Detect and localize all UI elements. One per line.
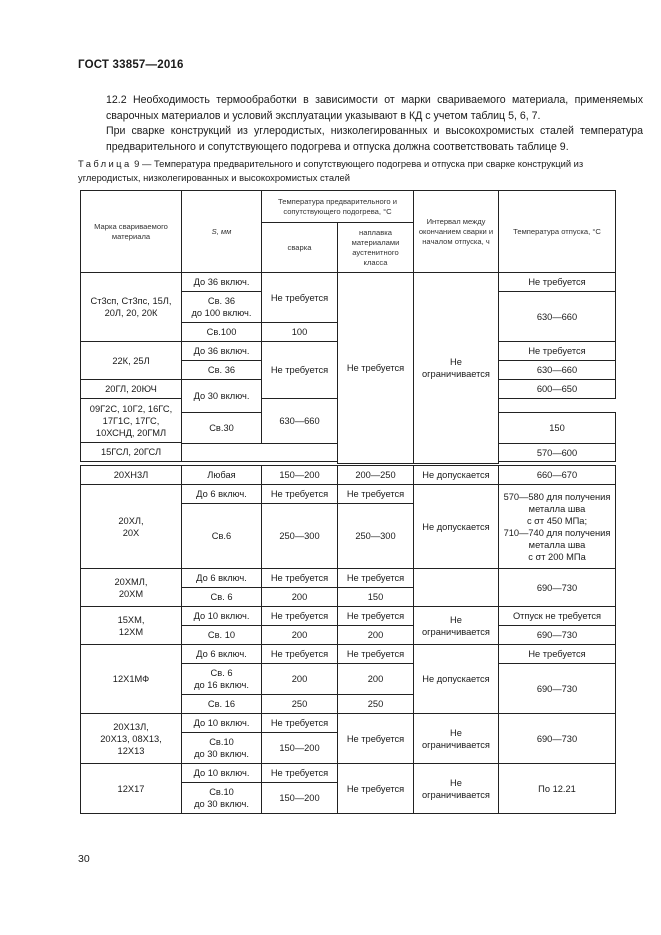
surfacing-cell: Не требуется [338,607,414,626]
welding-cell: Не требуется [262,569,338,588]
tempering-line: с σт 200 МПа [528,551,586,562]
tempering-line: 570—580 для получения металла шва [503,491,611,514]
thickness-cell: До 30 включ. [182,380,262,413]
thickness-cell: Любая [182,466,262,485]
tempering-cell: 660—670 [499,466,616,485]
header-grade: Марка свариваемого материала [81,191,182,273]
surfacing-cell: Не требуется [338,485,414,504]
interval-cell: Не допускается [414,466,499,485]
interval-cell: Не ограничивается [414,273,499,464]
grade-cell: 22К, 25Л [81,342,182,380]
tempering-cell: 630—660 [499,292,616,342]
table-row [81,273,616,292]
thickness-cell: Св. 36 до 100 включ. [182,292,262,323]
table-row [81,569,616,588]
table-caption [78,157,618,184]
thickness-cell: До 6 включ. [182,569,262,588]
table-header-row [81,191,616,223]
tempering-cell: 690—730 [499,664,616,714]
welding-cell: 150—200 [262,466,338,485]
thickness-cell: Св.100 [182,323,262,342]
tempering-cell: 690—730 [499,626,616,645]
standard-header: ГОСТ 33857—2016 [78,59,184,71]
table-row [81,645,616,664]
thickness-cell: До 6 включ. [182,645,262,664]
tempering-line: с σт 450 МПа; [526,515,588,526]
surfacing-cell: 200 [338,626,414,645]
welding-cell: 250 [262,695,338,714]
tempering-cell: 600—650 [499,380,616,399]
welding-cell: 250—300 [262,504,338,569]
thickness-cell: Св. 16 [182,695,262,714]
surfacing-cell: Не требуется [338,273,414,464]
interval-cell: Не ограничивается [414,764,499,814]
grade-cell: 15ХМ, 12ХМ [81,607,182,645]
thickness-cell: Св. 36 [182,361,262,380]
grade-cell: 12Х1МФ [81,645,182,714]
surfacing-cell: 250—300 [338,504,414,569]
tempering-cell: 630—660 [262,399,338,444]
header-tempering: Температура отпуска, °С [499,191,616,273]
surfacing-cell: Не требуется [338,645,414,664]
tempering-line: 710—740 для получения металла шва [503,527,611,550]
grade-cell: 20ХН3Л [81,466,182,485]
thickness-cell: Св.10 до 30 включ. [182,733,262,764]
thickness-cell: Св.6 [182,504,262,569]
interval-cell: Не допускается [414,485,499,569]
table-caption-label: Таблица [78,158,132,169]
grade-cell: Ст3сп, Ст3пс, 15Л, 20Л, 20, 20К [81,273,182,342]
tempering-cell: 690—730 [499,714,616,764]
surfacing-cell: 200 [338,664,414,695]
surfacing-cell: 150 [338,588,414,607]
thickness-cell: До 10 включ. [182,714,262,733]
page-number: 30 [78,853,90,865]
table-row [81,607,616,626]
tempering-cell: Не требуется [499,645,616,664]
welding-cell: Не требуется [262,342,338,399]
welding-cell: 200 [262,664,338,695]
grade-cell: 09Г2С, 10Г2, 16ГС, 17Г1С, 17ГС, 10ХСНД, 20ГМЛ [81,399,182,443]
tempering-cell [499,485,616,569]
thickness-cell: Св.10 до 30 включ. [182,783,262,814]
thickness-cell: До 10 включ. [182,607,262,626]
grade-cell: 15ГСЛ, 20ГСЛ [81,443,182,462]
welding-cell: 150—200 [262,783,338,814]
thickness-cell: Св. 10 [182,626,262,645]
interval-cell: Не ограничивается [414,607,499,645]
grade-cell: 20ХЛ, 20Х [81,485,182,569]
surfacing-cell: Не требуется [338,764,414,814]
thickness-cell: До 36 включ. [182,342,262,361]
surfacing-cell: 250 [338,695,414,714]
thickness-cell: До 36 включ. [182,273,262,292]
welding-cell: 100 [262,323,338,342]
welding-cell: Не требуется [262,607,338,626]
spacer-cell [182,444,338,462]
welding-cell: Не требуется [262,273,338,323]
welding-cell: 150—200 [262,733,338,764]
header-welding: сварка [262,223,338,273]
paragraph-12-2: 12.2 Необходимость термообработки в зависимости от марки свариваемого материала, применяемых сварочных материалов и условий эксплуатации указывают в КД с учетом таблиц 5, 6, 7. [106,94,643,122]
thickness-cell: До 10 включ. [182,764,262,783]
welding-cell: Не требуется [262,714,338,733]
tempering-cell: 690—730 [499,569,616,607]
table-row [81,764,616,783]
interval-cell: Не допускается [414,645,499,714]
paragraph-welding-temperature: При сварке конструкций из углеродистых, низколегированных и высокохромистых сталей температура предварительного и сопутствующего подогрева и отпуска должна соответствовать таблице 9. [106,125,643,153]
grade-cell: 20ХМЛ, 20ХМ [81,569,182,607]
tempering-cell: 630—660 [499,361,616,380]
table-9 [80,190,616,814]
surfacing-cell: 200—250 [338,466,414,485]
thickness-cell: Св. 6 [182,588,262,607]
surfacing-cell: Не требуется [338,569,414,588]
surfacing-cell: Не требуется [338,714,414,764]
table-row [81,714,616,733]
table-caption-text: 9 — Температура предварительного и сопутствующего подогрева и отпуска при сварке конструкций из углеродистых, низколегированных и высокохромистых сталей [78,158,584,183]
header-interval: Интервал между окончанием сварки и началом отпуска, ч [414,191,499,273]
welding-cell: Не требуется [262,485,338,504]
interval-cell [414,569,499,607]
thickness-cell: Св.30 [182,413,262,444]
header-thickness: S, мм [182,191,262,273]
welding-cell: 200 [262,626,338,645]
tempering-cell: Не требуется [499,342,616,361]
table-row [81,466,616,485]
thickness-cell: Св. 6 до 16 включ. [182,664,262,695]
thickness-cell: До 6 включ. [182,485,262,504]
grade-cell: 20Х13Л, 20Х13, 08Х13, 12Х13 [81,714,182,764]
table-row [81,485,616,504]
welding-cell: Не требуется [262,645,338,664]
tempering-cell: По 12.21 [499,764,616,814]
tempering-cell: Не требуется [499,273,616,292]
welding-cell: 200 [262,588,338,607]
welding-cell: Не требуется [262,764,338,783]
grade-cell: 12Х17 [81,764,182,814]
welding-cell: 150 [499,413,616,444]
interval-cell: Не ограничивается [414,714,499,764]
grade-cell: 20ГЛ, 20ЮЧ [81,380,182,399]
tempering-cell: 570—600 [499,444,616,462]
tempering-cell: Отпуск не требуется [499,607,616,626]
header-preheat-temp: Температура предварительного и сопутствующего подогрева, °С [262,191,414,223]
header-surfacing: наплавка материалами аустенитного класса [338,223,414,273]
